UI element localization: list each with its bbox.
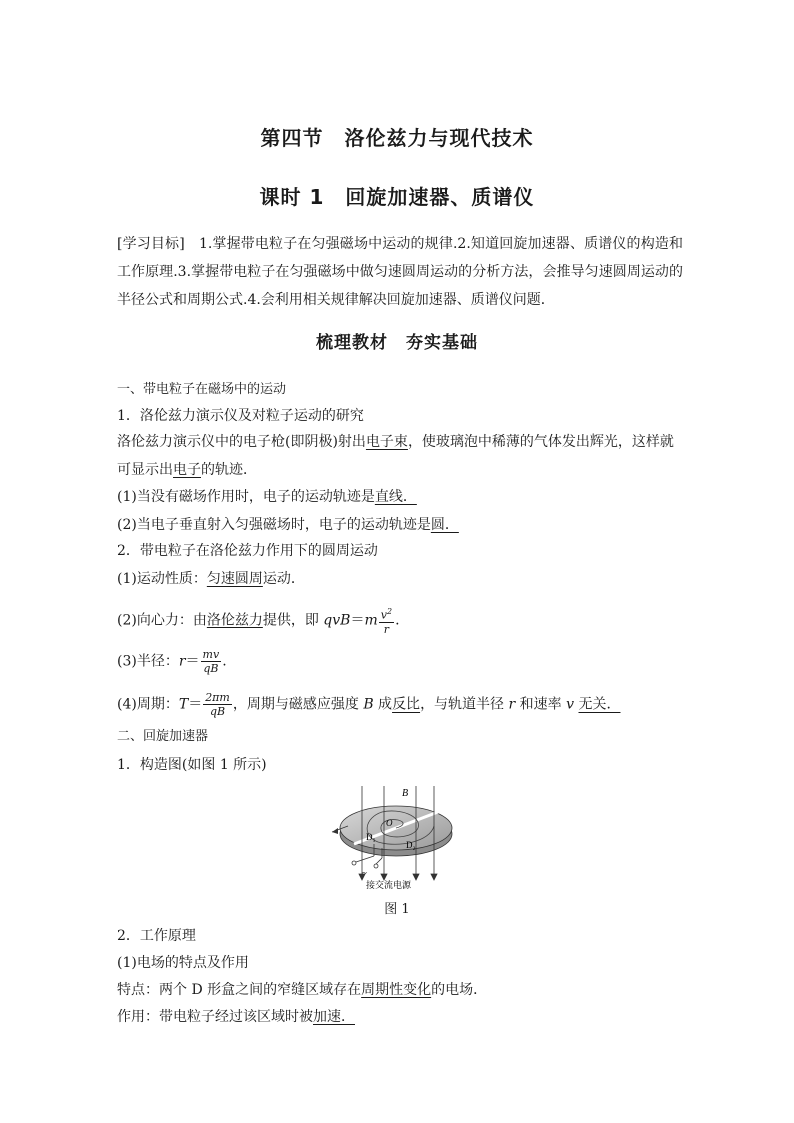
s2-field-function: 作用：带电粒子经过该区域时被加速． — [117, 1009, 355, 1025]
blank-answer: 加速． — [313, 1009, 355, 1025]
section-title: 第四节 洛伦兹力与现代技术 — [260, 126, 534, 150]
s2-field-feature: 特点：两个 D 形盒之间的窄缝区域存在周期性变化的电场． — [117, 982, 488, 998]
blank-answer: 周期性变化 — [361, 982, 432, 998]
ac-symbol: ~ — [362, 868, 367, 878]
s2-item1: 1．构造图(如图 1 所示) — [117, 757, 267, 773]
fraction: $\frac{2\pi m}{qB}$ — [205, 691, 230, 718]
s2-item2: 2．工作原理 — [117, 928, 196, 944]
s1-list-1: (1)当没有磁场作用时，电子的运动轨迹是直线． — [117, 489, 417, 505]
blank-answer: 洛伦兹力 — [206, 612, 263, 629]
section-1-heading: 一、带电粒子在磁场中的运动 — [117, 382, 287, 397]
s1-paragraph-line2: 可显示出电子的轨迹． — [117, 462, 257, 478]
s1-item2: 2．带电粒子在洛伦兹力作用下的圆周运动 — [117, 543, 378, 559]
s1-item1: 1．洛伦兹力演示仪及对粒子运动的研究 — [117, 408, 364, 424]
blank-answer: 匀速圆周 — [206, 571, 263, 587]
s1-list-2: (2)当电子垂直射入匀强磁场时，电子的运动轨迹是圆． — [117, 517, 459, 533]
learning-goals — [117, 230, 683, 314]
blank-answer: 反比 — [392, 696, 421, 713]
blank-answer: 直线． — [374, 489, 417, 505]
s1-centripetal: (2)向心力：由洛伦兹力提供，即 qvB＝m $\frac{v^2}{r}$ . — [117, 607, 400, 636]
blank-answer: 电子束 — [365, 434, 408, 450]
blank-answer: 电子 — [173, 462, 201, 478]
lesson-title: 课时 1 回旋加速器、质谱仪 — [259, 185, 535, 209]
s1-motion-type: (1)运动性质：匀速圆周运动． — [117, 571, 305, 587]
blank-answer: 无关． — [578, 696, 621, 713]
goals-label: [学习目标] — [117, 236, 185, 252]
fraction: $\frac{v^2}{r}$ — [380, 607, 393, 636]
blank-answer: 圆． — [430, 517, 459, 533]
s1-radius: (3)半径：r＝ $\frac{mv}{qB}$ . — [117, 648, 227, 675]
s1-paragraph-line1: 洛伦兹力演示仪中的电子枪(即阴极)射出电子束，使玻璃泡中稀薄的气体发出辉光，这样就 — [117, 434, 674, 450]
fraction: $\frac{mv}{qB}$ — [202, 648, 220, 675]
s2-sub1: (1)电场的特点及作用 — [117, 955, 249, 971]
center-label-o: O — [386, 818, 393, 828]
figure-caption: 图 1 — [384, 902, 410, 917]
part-heading: 梳理教材 夯实基础 — [316, 333, 478, 353]
section-2-heading: 二、回旋加速器 — [117, 729, 209, 744]
s1-period: (4)周期：T＝ $\frac{2\pi m}{qB}$ ，周期与磁感应强度 B 成反比，与轨道半径 r 和速率 v 无关． — [117, 691, 621, 718]
d1-label: D₁ — [366, 832, 376, 842]
field-label-b: B — [402, 788, 409, 799]
cyclotron-diagram — [318, 782, 478, 894]
d2-label: D₂ — [406, 840, 416, 850]
goals-text: 1.掌握带电粒子在匀强磁场中运动的规律.2.知道回旋加速器、质谱仪的构造和工作原理.3.掌握带电粒子在匀强磁场中做匀速圆周运动的分析方法，会推导匀速圆周运动的半径公式和周期公式.4.会利用相关规律解决回旋加速器、质谱仪问题． — [117, 236, 683, 308]
ac-source-label: 接交流电源 — [366, 881, 412, 891]
